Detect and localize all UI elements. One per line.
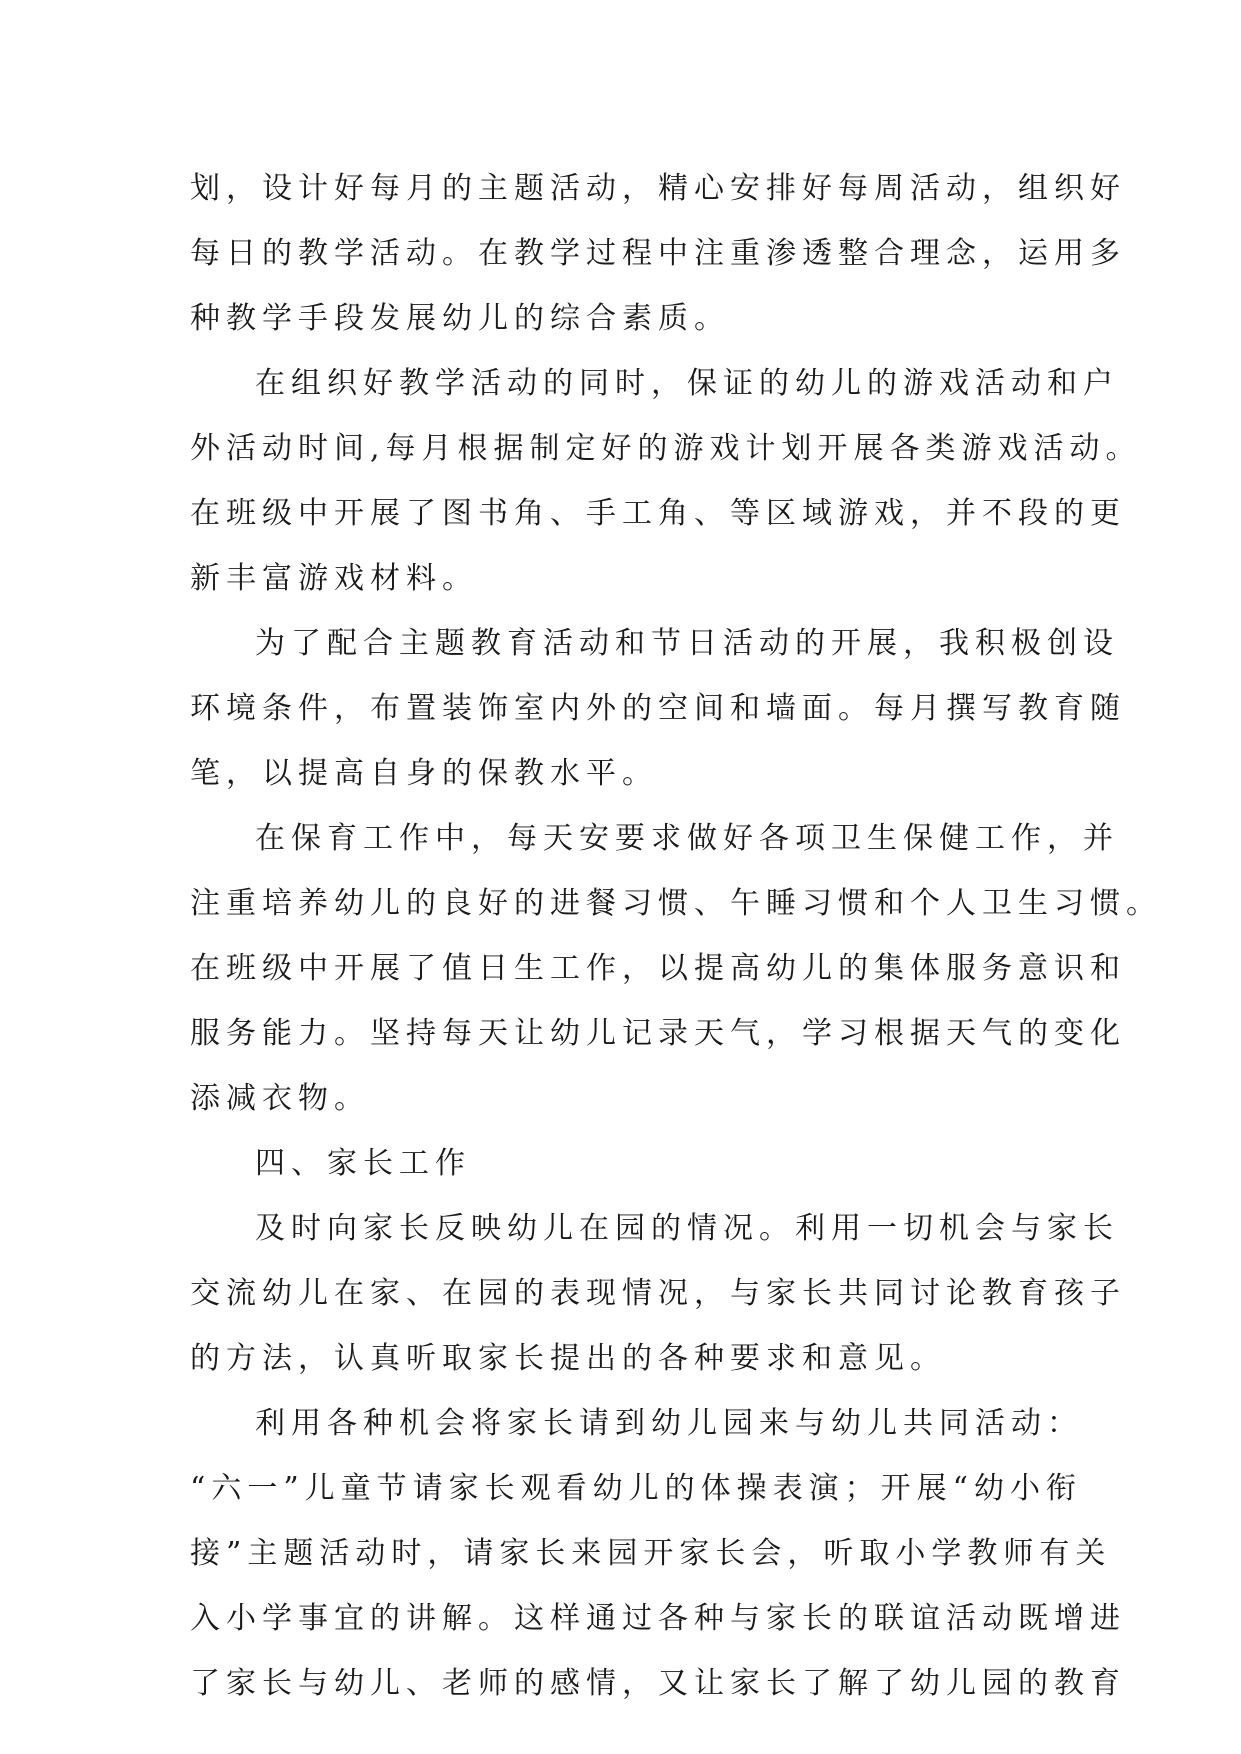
text-line: 种教学手段发展幼儿的综合素质。 <box>190 301 730 336</box>
text-line: 四、家长工作 <box>255 1146 471 1181</box>
text-line: “六一”儿童节请家长观看幼儿的体操表演；开展“幼小衔 <box>190 1471 1083 1506</box>
text-line: 在组织好教学活动的同时，保证的幼儿的游戏活动和户 <box>255 366 1119 401</box>
text-line: 入小学事宜的讲解。这样通过各种与家长的联谊活动既增进 <box>190 1601 1126 1636</box>
text-line: 环境条件，布置装饰室内外的空间和墙面。每月撰写教育随 <box>190 691 1126 726</box>
text-line: 服务能力。坚持每天让幼儿记录天气，学习根据天气的变化 <box>190 1016 1126 1051</box>
text-line: 添减衣物。 <box>190 1081 370 1116</box>
text-line: 在保育工作中，每天安要求做好各项卫生保健工作，并 <box>255 821 1119 856</box>
text-line: 及时向家长反映幼儿在园的情况。利用一切机会与家长 <box>255 1211 1119 1246</box>
text-line: 的方法，认真听取家长提出的各种要求和意见。 <box>190 1341 946 1376</box>
text-line: 了家长与幼儿、老师的感情，又让家长了解了幼儿园的教育 <box>190 1666 1126 1701</box>
text-line: 在班级中开展了图书角、手工角、等区域游戏，并不段的更 <box>190 496 1126 531</box>
text-line: 新丰富游戏材料。 <box>190 561 478 596</box>
text-line: 利用各种机会将家长请到幼儿园来与幼儿共同活动： <box>255 1406 1083 1441</box>
text-line: 外活动时间,每月根据制定好的游戏计划开展各类游戏活动。 <box>190 431 1142 466</box>
text-line: 每日的教学活动。在教学过程中注重渗透整合理念，运用多 <box>190 236 1126 271</box>
text-line: 在班级中开展了值日生工作，以提高幼儿的集体服务意识和 <box>190 951 1126 986</box>
text-line: 接”主题活动时，请家长来园开家长会，听取小学教师有关 <box>190 1536 1112 1571</box>
text-line: 为了配合主题教育活动和节日活动的开展，我积极创设 <box>255 626 1119 661</box>
text-line: 划，设计好每月的主题活动，精心安排好每周活动，组织好 <box>190 171 1126 206</box>
text-line: 注重培养幼儿的良好的进餐习惯、午睡习惯和个人卫生习惯。 <box>190 886 1162 921</box>
text-line: 笔，以提高自身的保教水平。 <box>190 756 658 791</box>
document-body <box>190 156 1162 1716</box>
text-line: 交流幼儿在家、在园的表现情况，与家长共同讨论教育孩子 <box>190 1276 1126 1311</box>
